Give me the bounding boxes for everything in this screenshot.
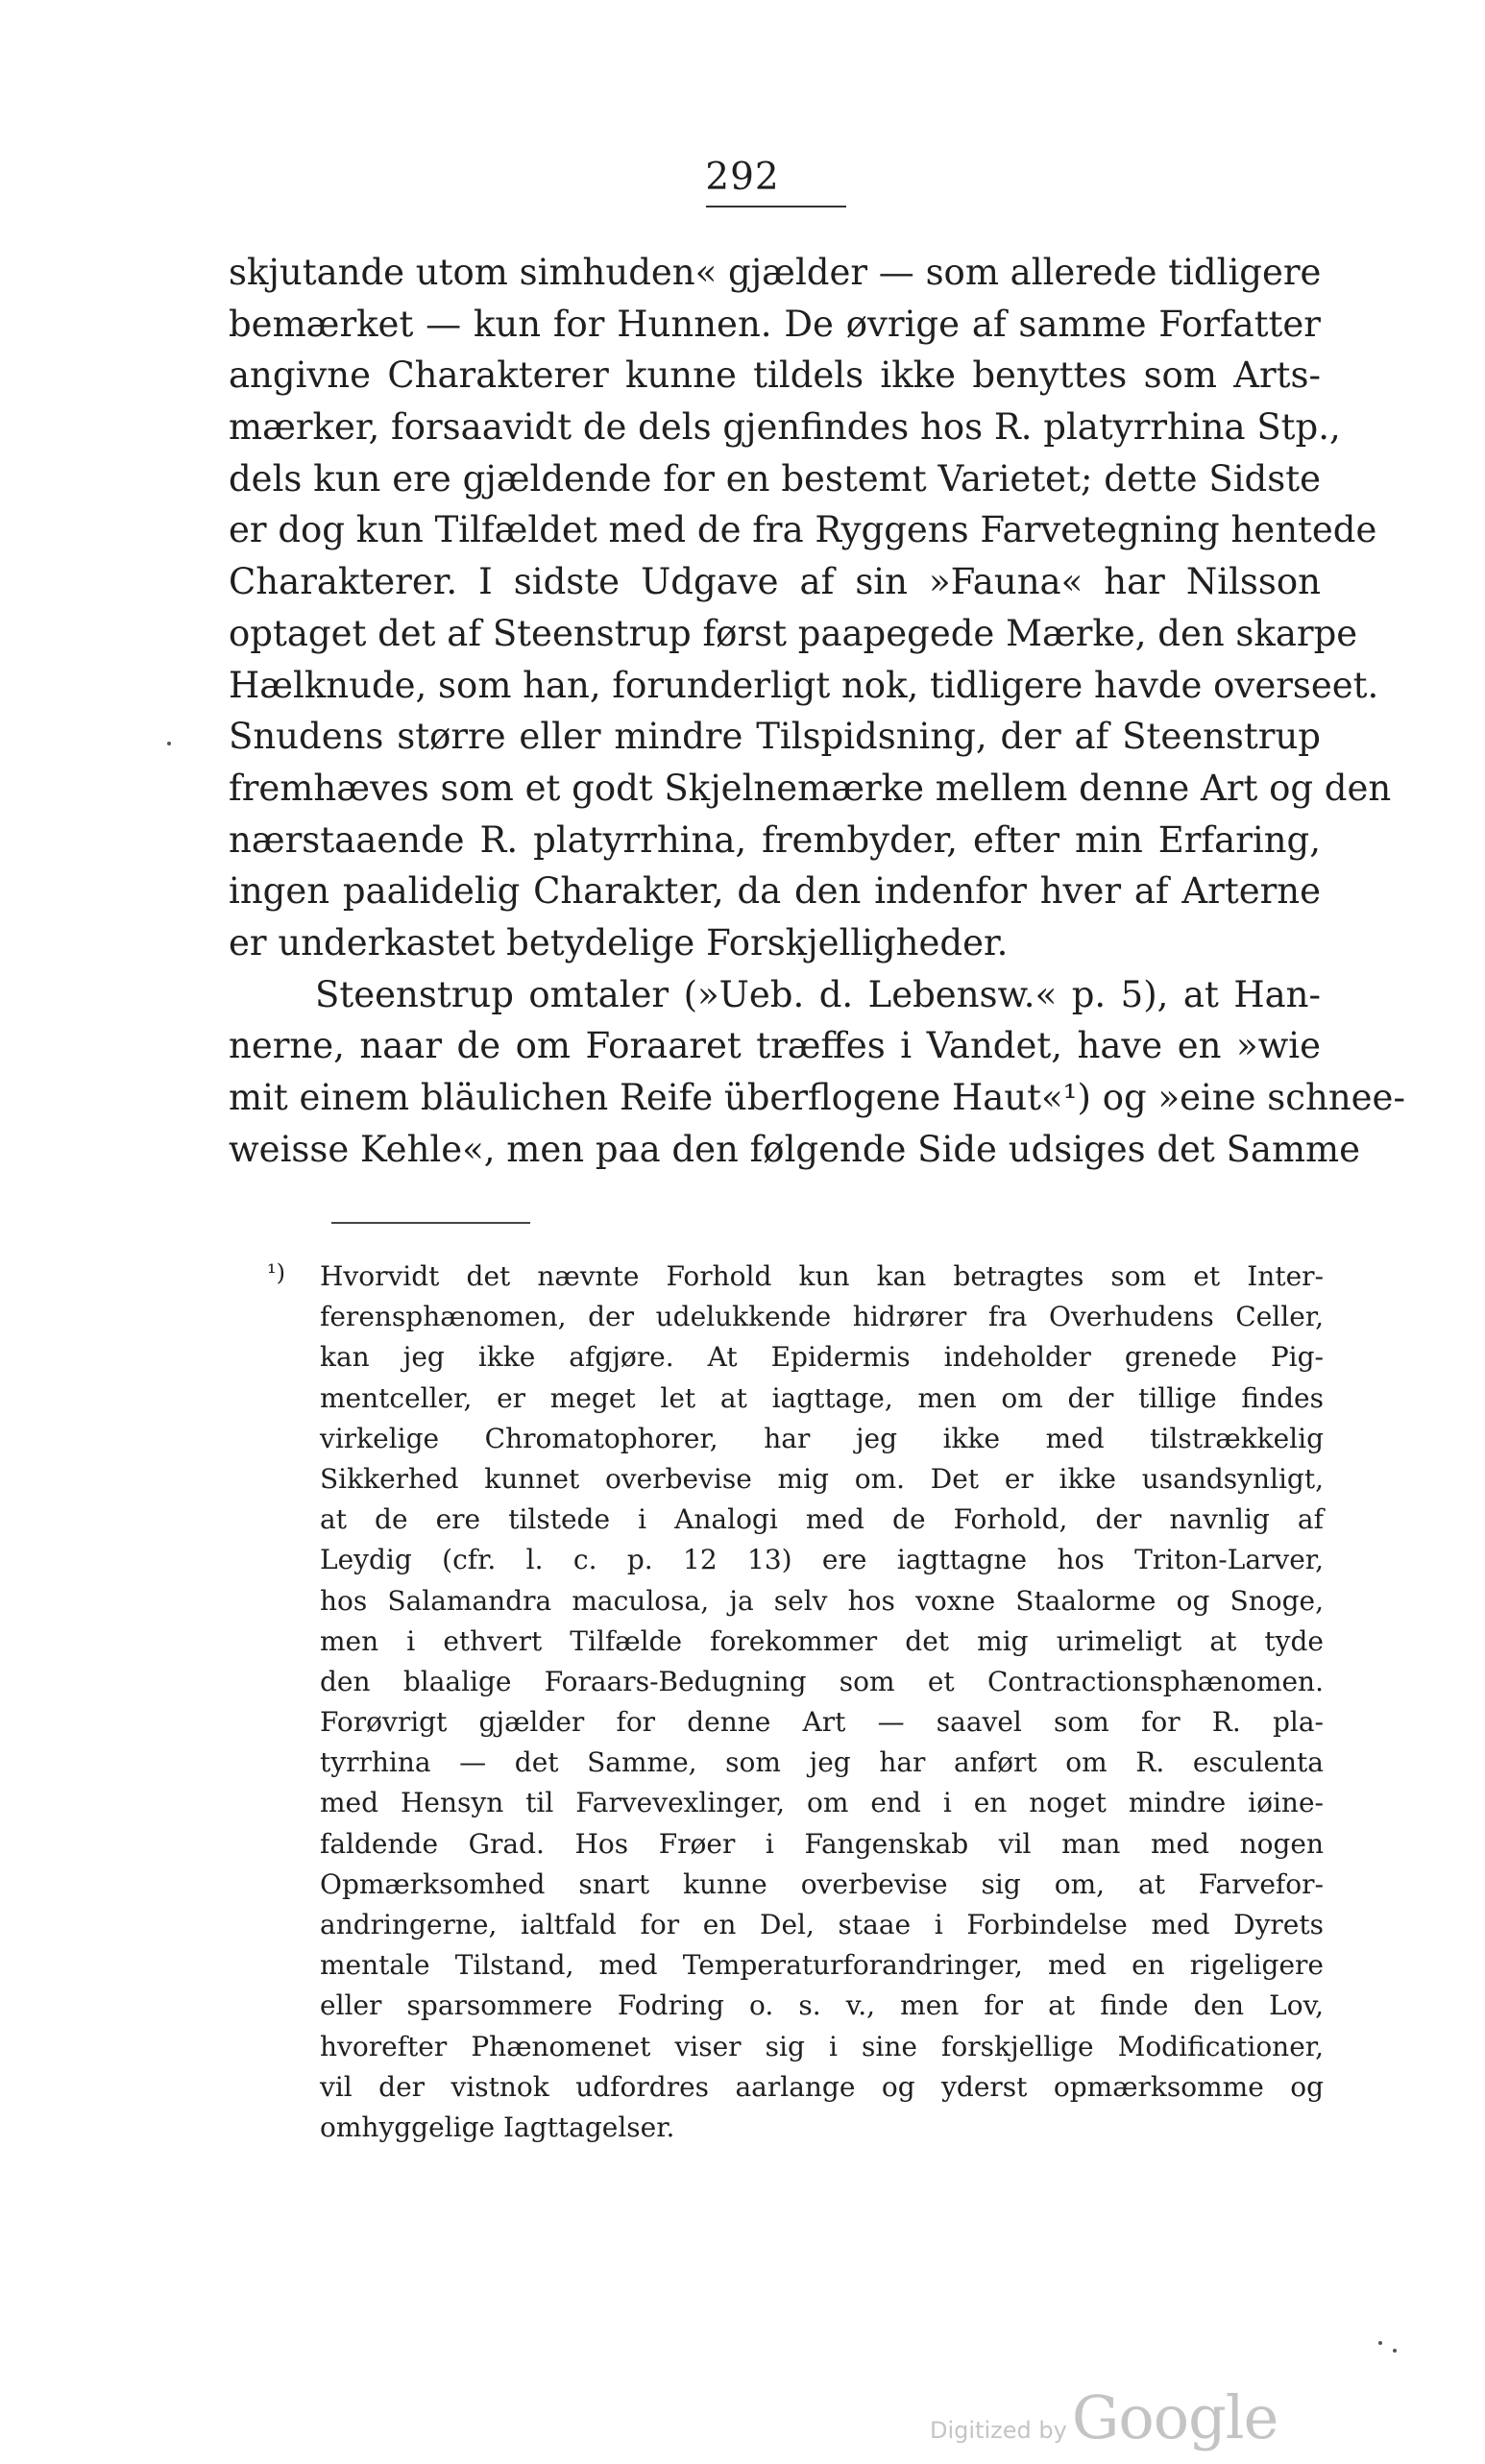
body-line: Charakterer. I sidste Udgave af sin »Fauna« har Nilsson [229,561,1321,603]
body-line: Hælknude, som han, forunderligt nok, tidligere havde overseet. [229,664,1379,706]
footnote-line: med Hensyn til Farvevexlinger, om end i en noget mindre iøine- [320,1787,1324,1819]
footnote-line: men i ethvert Tilfælde forekommer det mig urimeligt at tyde [320,1624,1324,1657]
google-logo: Google [1071,2382,1278,2452]
page-number: 292 [705,156,780,199]
body-line: Steenstrup omtaler (»Ueb. d. Lebensw.« p. 5), at Han- [315,973,1321,1015]
footnote-line: andringerne, ialtfald for en Del, staae i Forbindelse med Dyrets [320,1909,1324,1940]
footnote-line: at de ere tilstede i Analogi med de Forhold, der navnlig af [320,1503,1324,1536]
footnote-rule [331,1222,530,1224]
footnote-line: tyrrhina — det Samme, som jeg har anført om R. esculenta [320,1746,1324,1779]
margin-speck [1393,2349,1397,2353]
body-line: nærstaaende R. platyrrhina, frembyder, efter min Erfaring, [229,818,1321,861]
body-line: skjutande utom simhuden« gjælder — som allerede tidligere [229,252,1322,293]
body-line: optaget det af Steenstrup først paapegede Mærke, den skarpe [229,612,1358,654]
body-line: er underkastet betydelige Forskjelligheder. [229,921,1009,964]
footnote-line: ferensphænomen, der udelukkende hidrører fra Overhudens Celler, [320,1301,1324,1333]
footnote-line: vil der vistnok udfordres aarlange og yderst opmærksomme og [320,2070,1324,2103]
footnote-line: Leydig (cfr. l. c. p. 12 13) ere iagttagne hos Triton-Larver, [320,1544,1324,1576]
footnote-lines [320,1256,1324,2148]
body-line: angivne Charakterer kunne tildels ikke benyttes som Arts- [229,354,1321,397]
body-line: mit einem bläulichen Reife überflogene Haut«¹) og »eine schnee- [229,1077,1405,1118]
footnote-line: faldende Grad. Hos Frøer i Fangenskab vil man med nogen [320,1827,1324,1860]
body-line: nerne, naar de om Foraaret træffes i Vandet, have en »wie [229,1025,1321,1067]
footnote-line: hos Salamandra maculosa, ja selv hos voxne Staalorme og Snoge, [320,1584,1324,1617]
footnote-marker: ¹) [267,1259,285,1286]
body-line: mærker, forsaavidt de dels gjenfindes hos R. platyrrhina Stp., [229,406,1341,449]
footnote-line: kan jeg ikke afgjøre. At Epidermis indeholder grenede Pig- [320,1341,1324,1374]
body-line: weisse Kehle«, men paa den følgende Side udsiges det Samme [229,1128,1361,1170]
body-line: er dog kun Tilfældet med de fra Ryggens Farvetegning hentede [229,509,1377,551]
margin-speck [167,742,171,745]
footnote [267,1256,1324,2148]
body-line: fremhæves som et godt Skjelnemærke mellem denne Art og den [229,767,1392,809]
footnote-line: Sikkerhed kunnet overbevise mig om. Det er ikke usandsynligt, [320,1462,1324,1495]
digitized-by-google-watermark [930,2382,1278,2452]
body-line: dels kun ere gjældende for en bestemt Varietet; dette Sidste [229,457,1321,500]
footnote-line: Forøvrigt gjælder for denne Art — saavel som for R. pla- [320,1706,1324,1739]
footnote-line: eller sparsommere Fodring o. s. v., men for at finde den Lov, [320,1989,1324,2022]
page-number-rule [706,206,846,207]
footnote-line: den blaalige Foraars-Bedugning som et Contractionsphænomen. [320,1665,1324,1697]
body-text [229,247,1405,1175]
footnote-line: mentceller, er meget let at iagttage, men om der tillige findes [320,1381,1324,1414]
footnote-line: virkelige Chromatophorer, har jeg ikke med tilstrækkelig [320,1422,1324,1454]
footnote-line: hvorefter Phænomenet viser sig i sine forskjellige Modificationer, [320,2030,1324,2062]
footnote-line: mentale Tilstand, med Temperaturforandringer, med en rigeligere [320,1949,1324,1982]
body-line: Snudens større eller mindre Tilspidsning, der af Steenstrup [229,716,1321,758]
footnote-line: Hvorvidt det nævnte Forhold kun kan betragtes som et Inter- [320,1260,1324,1292]
body-line: ingen paalidelig Charakter, da den indenfor hver af Arterne [229,870,1321,913]
footnote-line: Opmærksomhed snart kunne overbevise sig om, at Farvefor- [320,1867,1324,1900]
margin-speck [1378,2341,1382,2345]
body-line: bemærket — kun for Hunnen. De øvrige af samme Forfatter [229,303,1321,345]
digitized-by-label: Digitized by [930,2417,1067,2444]
footnote-line: omhyggelige Iagttagelser. [320,2110,675,2143]
